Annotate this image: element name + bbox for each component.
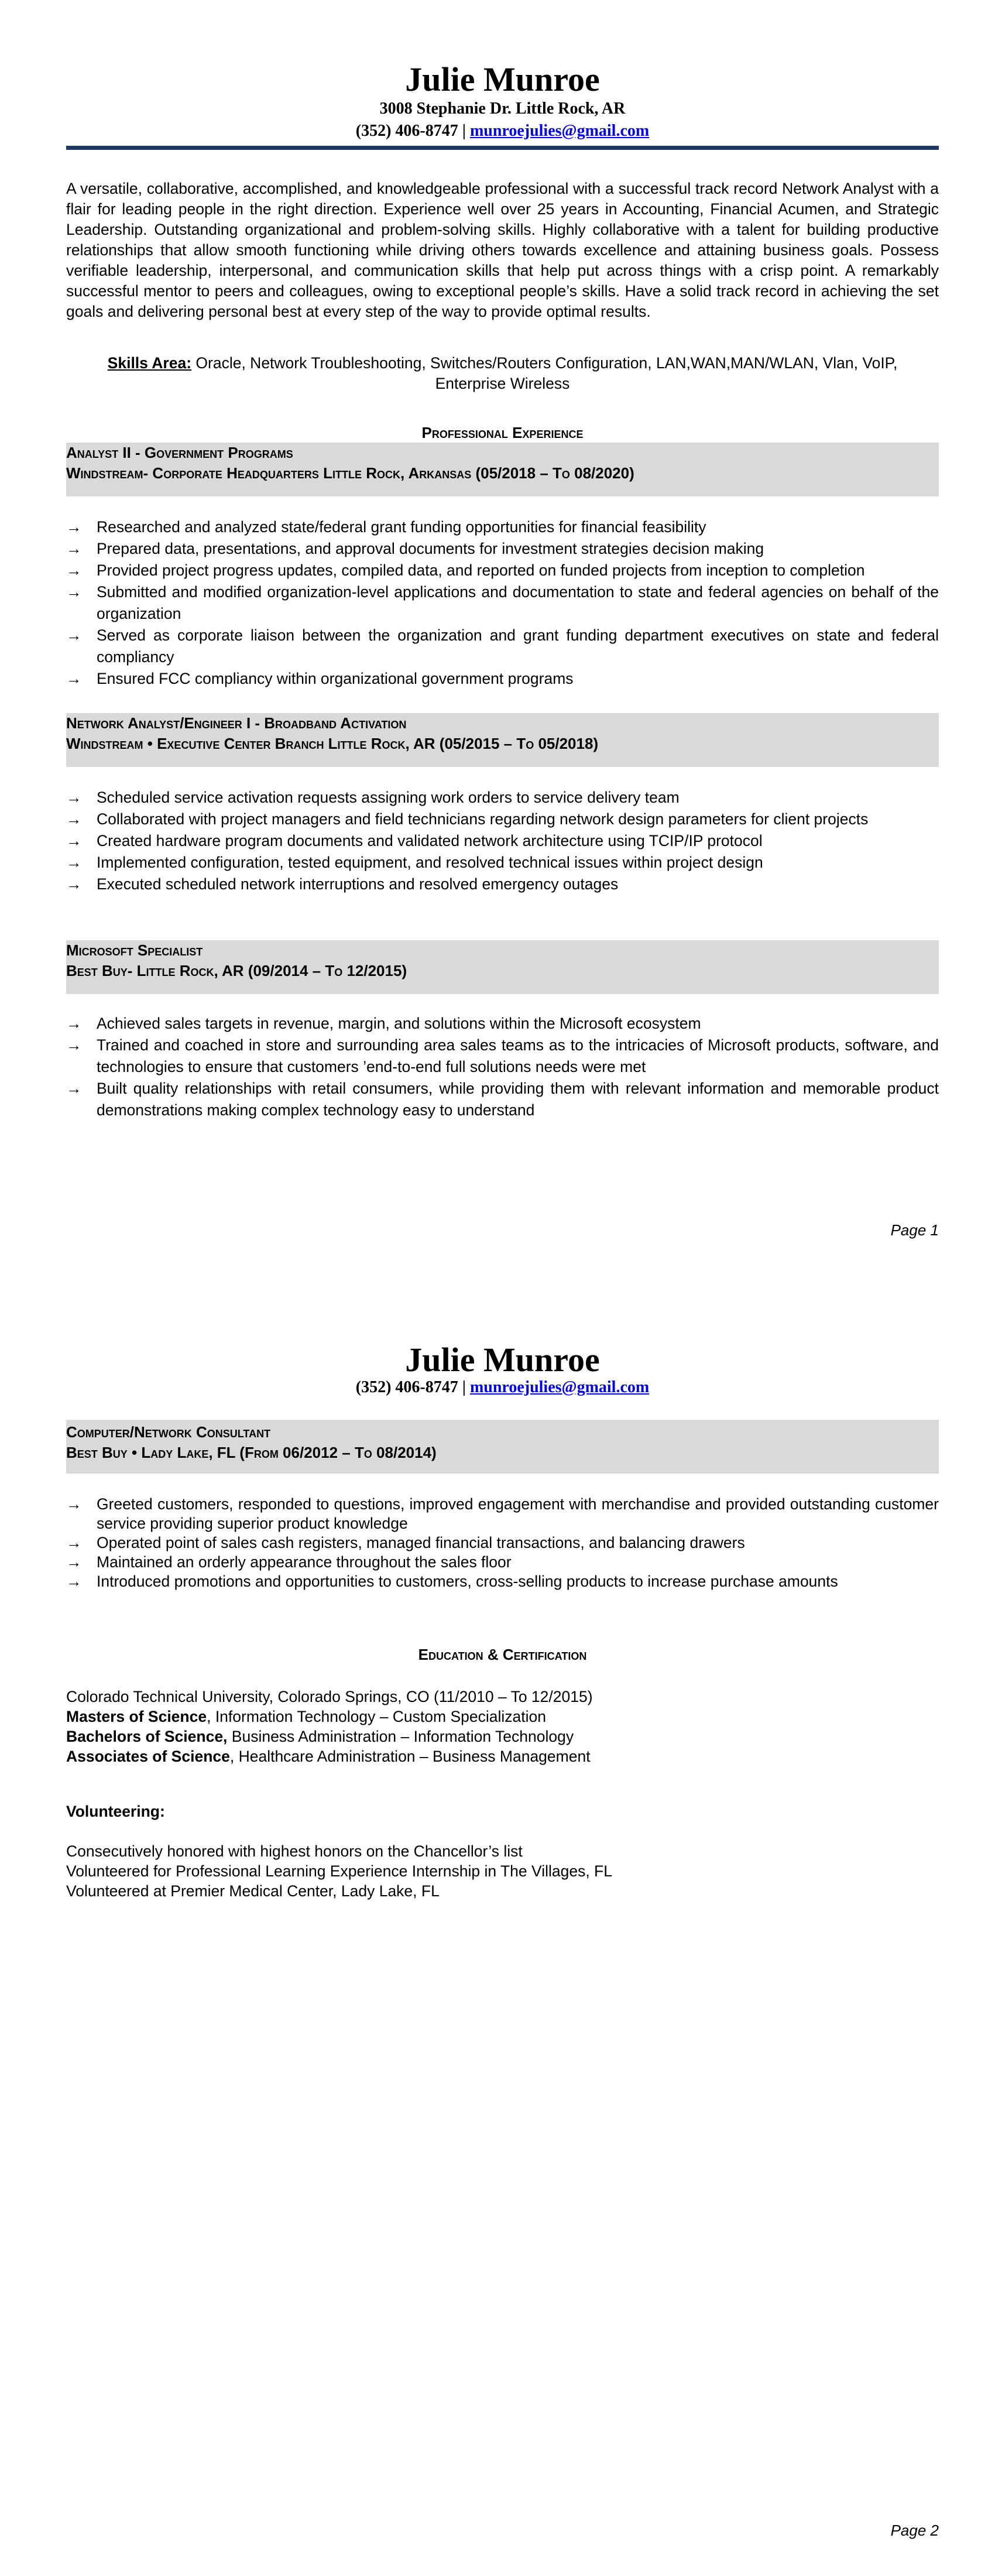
right-arrow-icon: →: [66, 854, 82, 871]
list-item: → Implemented configuration, tested equipment, and resolved technical issues within project design: [66, 852, 939, 873]
section-title-experience: Professional Experience: [421, 424, 584, 441]
separator: |: [462, 122, 466, 140]
job-bullets: [66, 1013, 939, 1121]
right-arrow-icon: →: [66, 540, 82, 557]
list-item: → Provided project progress updates, compiled data, and reported on funded projects from inception to completion: [66, 560, 939, 581]
right-arrow-icon: →: [66, 1015, 82, 1032]
job-header: [66, 1420, 939, 1474]
summary: A versatile, collaborative, accomplished, and knowledgeable professional with a successful track record Network Analyst with a flair for leading people in the right direction. Experience well over 25 years in Accounting, Financial Acumen, and Strategic Leadership. Outstanding organizational and problem-solving skills. Highly collaborative with a talent for building productive relationships that allow smooth functioning while driving others towards excellence and attaining business goals. Possess verifiable leadership, interpersonal, and communication skills that help put across things with a crisp point. A remarkably successful mentor to peers and colleagues, owing to exceptional people’s skills. Have a solid track record in achieving the set goals and delivering personal best at every step of the way to provide optimal results.: [66, 180, 939, 320]
right-arrow-icon: →: [66, 626, 82, 644]
list-item: → Executed scheduled network interruptions and resolved emergency outages: [66, 873, 939, 895]
list-item: → Researched and analyzed state/federal grant funding opportunities for financial feasibility: [66, 516, 939, 538]
job-title: Network Analyst/Engineer I - Broadband Activation: [66, 714, 407, 732]
separator: |: [462, 1378, 466, 1396]
address: 3008 Stephanie Dr. Little Rock, AR: [379, 100, 626, 118]
education-list: [66, 1687, 939, 1766]
volunteering-title: Volunteering:: [66, 1803, 165, 1820]
right-arrow-icon: →: [66, 1036, 82, 1054]
phone: (352) 406-8747: [355, 1378, 458, 1396]
skills-list: Oracle, Network Troubleshooting, Switches/Routers Configuration, LAN,WAN,MAN/WLAN, Vlan, VoIP, Enterprise Wireless: [191, 354, 898, 392]
job-bullets: [66, 787, 939, 895]
list-item: → Trained and coached in store and surrounding area sales teams as to the intricacies of Microsoft products, software, and technologies to ensure that customers ’end-to-end full solutions needs were met: [66, 1034, 939, 1078]
job-company: Best Buy • Lady Lake, FL (From 06/2012 – To 08/2014): [66, 1444, 437, 1461]
list-item: → Achieved sales targets in revenue, margin, and solutions within the Microsoft ecosystem: [66, 1013, 939, 1034]
right-arrow-icon: →: [66, 810, 82, 828]
page-number: Page 2: [890, 2522, 939, 2539]
resume-name: Julie Munroe: [405, 60, 600, 98]
list-item: Consecutively honored with highest honors on the Chancellor’s list: [66, 1842, 523, 1860]
right-arrow-icon: →: [66, 518, 82, 536]
right-arrow-icon: →: [66, 875, 82, 893]
right-arrow-icon: →: [66, 1080, 82, 1097]
skills-area: [66, 353, 939, 394]
list-item: → Created hardware program documents and validated network architecture using TCIP/IP protocol: [66, 830, 939, 852]
job-bullets: [66, 1495, 939, 1591]
list-item: → Collaborated with project managers and field technicians regarding network design parameters for client projects: [66, 809, 939, 830]
job-title: Computer/Network Consultant: [66, 1423, 271, 1441]
list-item: → Served as corporate liaison between the organization and grant funding department executives on state and federal compliancy: [66, 625, 939, 668]
right-arrow-icon: →: [66, 1573, 82, 1590]
email-link[interactable]: munroejulies@gmail.com: [469, 122, 650, 140]
contact-line: [66, 1377, 939, 1398]
job-company: Windstream • Executive Center Branch Little Rock, AR (05/2015 – To 05/2018): [66, 735, 599, 752]
school: Colorado Technical University, Colorado Springs, CO (11/2010 – To 12/2015): [66, 1688, 593, 1705]
right-arrow-icon: →: [66, 1534, 82, 1551]
right-arrow-icon: →: [66, 561, 82, 579]
right-arrow-icon: →: [66, 1495, 82, 1513]
list-item: → Ensured FCC compliancy within organizational government programs: [66, 668, 939, 690]
section-title-education: Education & Certification: [418, 1646, 587, 1663]
job-title: Analyst II - Government Programs: [66, 444, 293, 461]
resume-name: Julie Munroe: [405, 1341, 600, 1379]
contact-line: [66, 121, 939, 142]
list-item: → Introduced promotions and opportunities to customers, cross-selling products to increase purchase amounts: [66, 1573, 838, 1590]
job-company: Best Buy- Little Rock, AR (09/2014 – To 12/2015): [66, 962, 407, 979]
job-header: [66, 443, 939, 496]
job-company: Windstream- Corporate Headquarters Little Rock, Arkansas (05/2018 – To 08/2020): [66, 464, 634, 482]
job-header: [66, 713, 939, 767]
list-item: Volunteered at Premier Medical Center, Lady Lake, FL: [66, 1882, 440, 1900]
list-item: → Operated point of sales cash registers, managed financial transactions, and balancing drawers: [66, 1534, 745, 1551]
job-header: [66, 940, 939, 994]
list-item: → Built quality relationships with retail consumers, while providing them with relevant information and memorable product demonstrations making complex technology easy to understand: [66, 1078, 939, 1121]
list-item: → Maintained an orderly appearance throughout the sales floor: [66, 1553, 512, 1571]
email-link[interactable]: munroejulies@gmail.com: [469, 1378, 650, 1396]
list-item: → Submitted and modified organization-level applications and documentation to state and federal agencies on behalf of the organization: [66, 581, 939, 625]
list-item: → Greeted customers, responded to questions, improved engagement with merchandise and provided outstanding customer service providing superior product knowledge: [66, 1495, 939, 1532]
list-item: Volunteered for Professional Learning Experience Internship in The Villages, FL: [66, 1862, 612, 1880]
degree: Masters of Science, Information Technology – Custom Specialization: [66, 1708, 546, 1725]
list-item: → Prepared data, presentations, and approval documents for investment strategies decision making: [66, 538, 939, 560]
list-item: → Scheduled service activation requests assigning work orders to service delivery team: [66, 787, 939, 809]
right-arrow-icon: →: [66, 670, 82, 687]
skills-label: Skills Area:: [107, 354, 192, 372]
degree: Associates of Science, Healthcare Administration – Business Management: [66, 1748, 591, 1765]
volunteering-list: [66, 1841, 939, 1901]
phone: (352) 406-8747: [355, 122, 458, 140]
right-arrow-icon: →: [66, 832, 82, 849]
job-title: Microsoft Specialist: [66, 941, 203, 959]
job-bullets: [66, 516, 939, 690]
degree: Bachelors of Science, Business Administration – Information Technology: [66, 1728, 574, 1745]
header-rule: [66, 146, 939, 150]
right-arrow-icon: →: [66, 583, 82, 601]
right-arrow-icon: →: [66, 1553, 82, 1571]
page-number: Page 1: [890, 1221, 939, 1239]
right-arrow-icon: →: [66, 789, 82, 806]
